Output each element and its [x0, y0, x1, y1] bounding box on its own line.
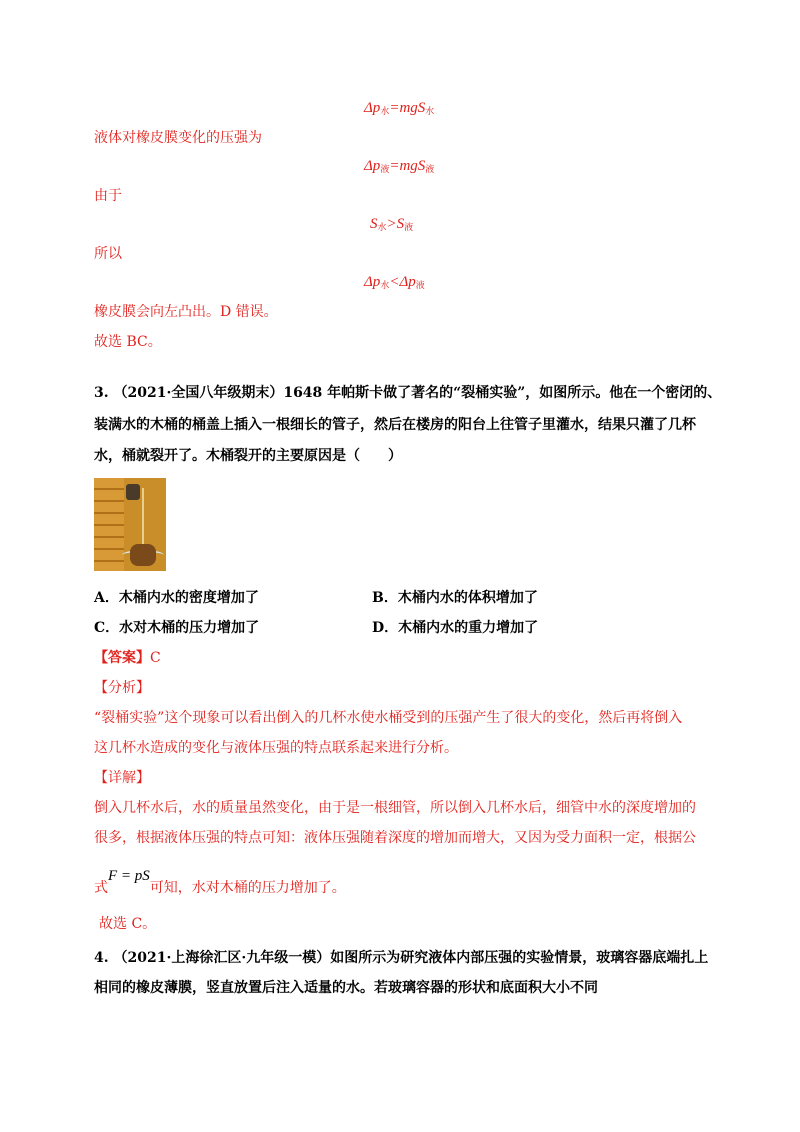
text-line: 橡皮膜会向左凸出。D 错误。: [94, 304, 278, 320]
formula-delta-p-water: $\Delta p_水=mgS_水$: [364, 100, 435, 116]
analysis-text: 这几杯水造成的变化与液体压强的特点联系起来进行分析。: [94, 740, 458, 756]
question-3-line: 水，桶就裂开了。木桶裂开的主要原因是（ ）: [94, 448, 402, 464]
formula-delta-p-liquid: $\Delta p_液=mgS_液$: [364, 158, 435, 174]
formula-f-ps: F = pS: [108, 868, 150, 884]
answer: 【答案】C: [94, 650, 161, 666]
question-4-line: 相同的橡皮薄膜，竖直放置后注入适量的水。若玻璃容器的形状和底面积大小不同: [94, 980, 598, 996]
question-3-line: 3. （2021·全国八年级期末）1648 年帕斯卡做了著名的“裂桶实验”，如图所示。他在一个密闭的、: [94, 385, 722, 401]
barrel-experiment-illustration: [94, 478, 166, 571]
text-line: 液体对橡皮膜变化的压强为: [94, 130, 262, 146]
formula-area-compare: $S_水>S_液$: [370, 216, 414, 232]
analysis-text: “裂桶实验”这个现象可以看出倒入的几杯水使水桶受到的压强产生了很大的变化，然后再将倒入: [94, 710, 683, 726]
analysis-label: 【分析】: [94, 680, 150, 696]
text-line: 故选 BC。: [94, 334, 162, 350]
question-4-line: 4. （2021·上海徐汇区·九年级一模）如图所示为研究液体内部压强的实验情景，玻璃容器底端扎上: [94, 950, 709, 966]
detail-text-with-formula: 式F = pS可知，水对木桶的压力增加了。: [94, 868, 346, 896]
detail-label: 【详解】: [94, 770, 150, 786]
conclusion: 故选 C。: [99, 916, 157, 932]
detail-text: 倒入几杯水后，水的质量虽然变化，由于是一根细管，所以倒入几杯水后，细管中水的深度增加的: [94, 800, 696, 816]
detail-text: 很多，根据液体压强的特点可知：液体压强随着深度的增加而增大，又因为受力面积一定，根据公: [94, 830, 696, 846]
option-d: D．木桶内水的重力增加了: [372, 620, 539, 636]
question-3-line: 装满水的木桶的桶盖上插入一根细长的管子，然后在楼房的阳台上往管子里灌水，结果只灌了几杯: [94, 417, 696, 433]
option-c: C．水对木桶的压力增加了: [94, 620, 260, 636]
text-line: 所以: [94, 246, 122, 262]
option-a: A．木桶内水的密度增加了: [94, 590, 259, 606]
option-b: B．木桶内水的体积增加了: [372, 590, 538, 606]
text-line: 由于: [94, 188, 122, 204]
formula-pressure-compare: $\Delta p_水<\Delta p_液$: [364, 274, 425, 290]
